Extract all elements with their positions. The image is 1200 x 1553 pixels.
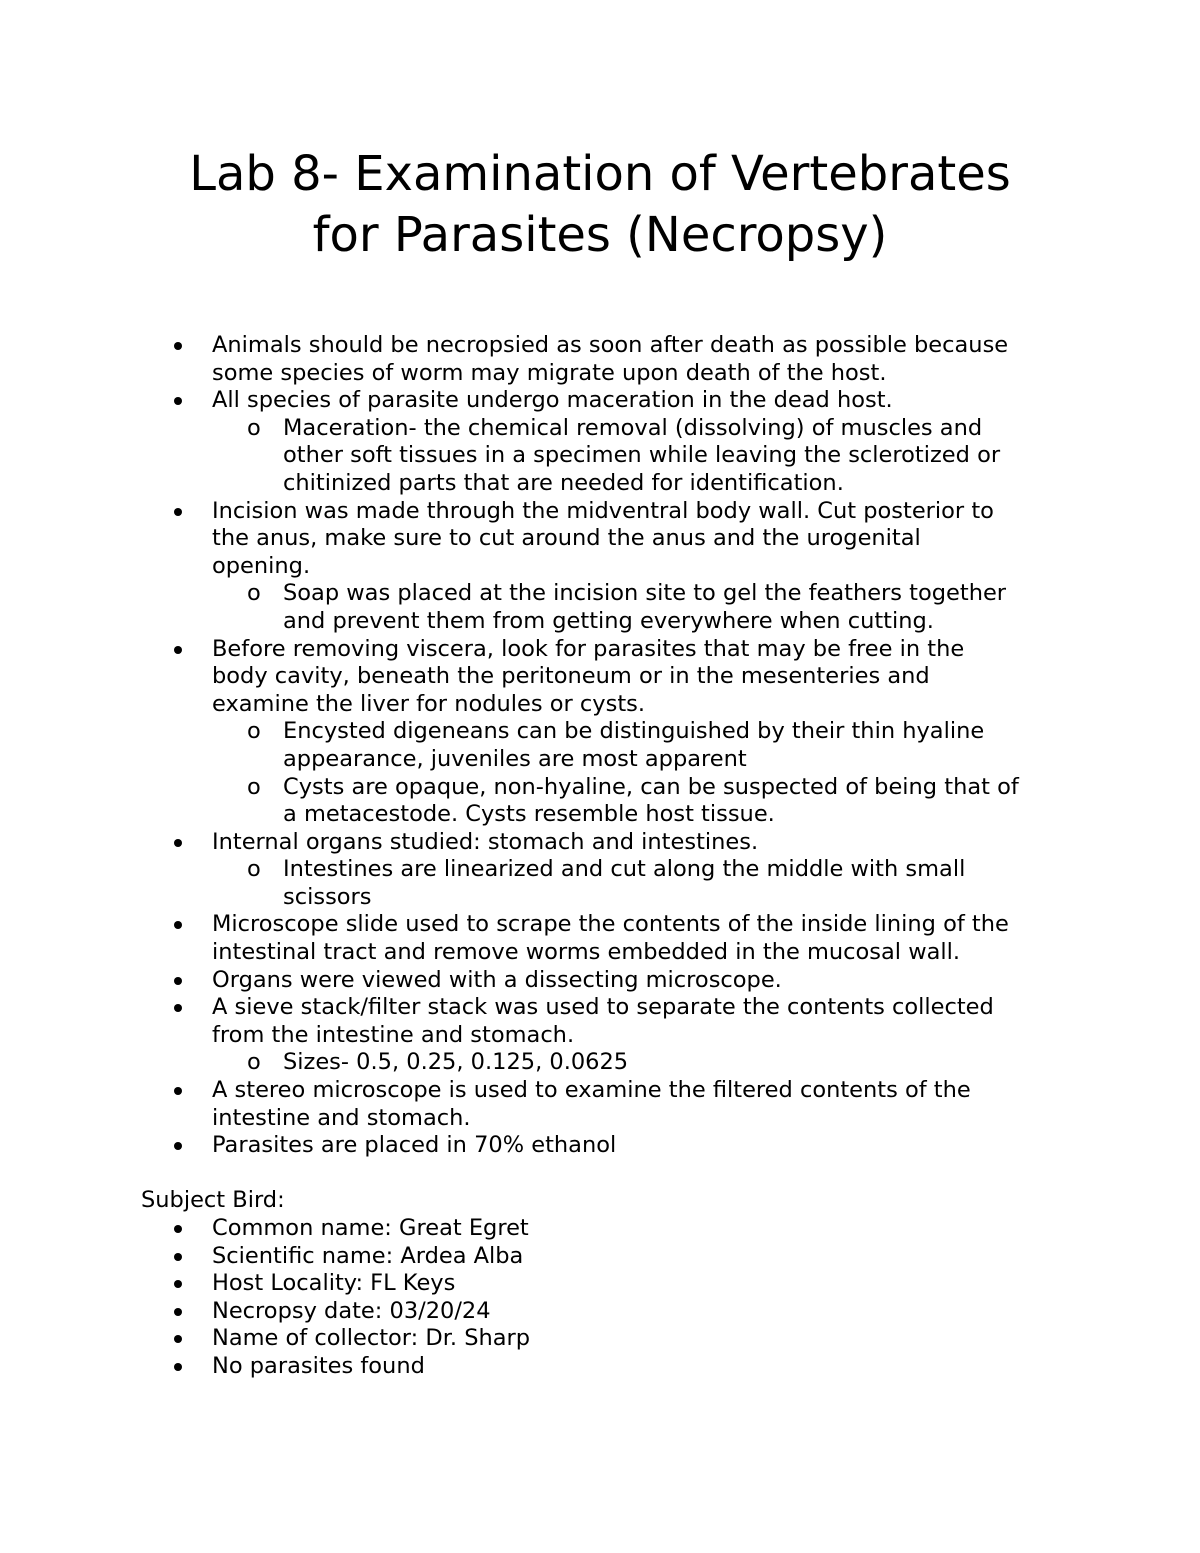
subject-bird-item bbox=[141, 1215, 1071, 1243]
bullet-text-line: scissors bbox=[283, 883, 372, 910]
bullet-text-line: chitinized parts that are needed for identification. bbox=[283, 469, 844, 496]
subject-bird-text: Name of collector: Dr. Sharp bbox=[212, 1325, 531, 1352]
bullet-text-line: o Sizes- 0.5, 0.25, 0.125, 0.0625 bbox=[283, 1049, 629, 1076]
bullet-item bbox=[141, 994, 1071, 1049]
bullet-text-line: and prevent them from getting everywhere when cutting. bbox=[283, 607, 934, 634]
bullet-item bbox=[141, 636, 1071, 719]
bullet-text-line: the anus, make sure to cut around the anus and the urogenital bbox=[212, 525, 921, 552]
sub-bullet-item bbox=[141, 856, 1071, 911]
bullet-text-line: Organs were viewed with a dissecting microscope. bbox=[212, 966, 782, 993]
subject-bird-label: Subject Bird: bbox=[141, 1187, 285, 1214]
subject-bird-text: No parasites found bbox=[212, 1352, 425, 1379]
subject-bird-item bbox=[141, 1353, 1071, 1381]
subject-bird-list bbox=[141, 1215, 1071, 1381]
subject-bird-text: Common name: Great Egret bbox=[212, 1215, 529, 1241]
subject-bird-text: Scientific name: Ardea Alba bbox=[212, 1242, 524, 1269]
title-line: Lab 8- Examination of Vertebrates bbox=[189, 146, 1011, 202]
bullet-text-line: Parasites are placed in 70% ethanol bbox=[212, 1132, 617, 1159]
bullet-text-line: Microscope slide used to scrape the contents of the inside lining of the bbox=[212, 911, 1009, 938]
procedure-list bbox=[141, 332, 1071, 1160]
subject-bird-text: Host Locality: FL Keys bbox=[212, 1270, 456, 1297]
sub-bullet-item bbox=[141, 774, 1071, 829]
sub-bullet-item bbox=[141, 1049, 1071, 1077]
bullet-item bbox=[141, 1132, 1071, 1160]
bullet-text-line: Internal organs studied: stomach and intestines. bbox=[212, 828, 759, 855]
subject-bird-item bbox=[141, 1270, 1071, 1298]
bullet-text-line: Animals should be necropsied as soon after death as possible because bbox=[212, 332, 1009, 358]
bullet-item bbox=[141, 387, 1071, 415]
bullet-text-line: other soft tissues in a specimen while leaving the sclerotized or bbox=[283, 442, 1001, 469]
subject-bird-item bbox=[141, 1243, 1071, 1271]
subject-bird-item bbox=[141, 1298, 1071, 1326]
bullet-text-line: All species of parasite undergo maceration in the dead host. bbox=[212, 387, 893, 414]
sub-bullet-item bbox=[141, 415, 1071, 498]
bullet-item bbox=[141, 967, 1071, 995]
bullet-text-line: a metacestode. Cysts resemble host tissue. bbox=[283, 801, 775, 828]
bullet-text-line: from the intestine and stomach. bbox=[212, 1021, 575, 1048]
bullet-item bbox=[141, 1077, 1071, 1132]
sub-bullet-item bbox=[141, 580, 1071, 635]
sub-bullet-item bbox=[141, 718, 1071, 773]
bullet-text-line: intestinal tract and remove worms embedded in the mucosal wall. bbox=[212, 939, 961, 966]
document-title bbox=[0, 144, 1200, 266]
bullet-text-line: appearance, juveniles are most apparent bbox=[283, 745, 747, 772]
document-body bbox=[141, 332, 1071, 1381]
bullet-text-line: o Cysts are opaque, non-hyaline, can be suspected of being that of bbox=[283, 773, 1019, 800]
bullet-text-line: Before removing viscera, look for parasites that may be free in the bbox=[212, 635, 965, 662]
bullet-text-line: o Soap was placed at the incision site to gel the feathers together bbox=[283, 580, 1007, 607]
bullet-text-line: examine the liver for nodules or cysts. bbox=[212, 690, 646, 717]
bullet-text-line: A sieve stack/filter stack was used to separate the contents collected bbox=[212, 994, 994, 1021]
bullet-text-line: Incision was made through the midventral body wall. Cut posterior to bbox=[212, 497, 994, 524]
bullet-text-line: o Maceration- the chemical removal (dissolving) of muscles and bbox=[283, 414, 983, 441]
bullet-text-line: opening. bbox=[212, 552, 311, 579]
bullet-item bbox=[141, 829, 1071, 857]
bullet-text-line: o Intestines are linearized and cut along the middle with small bbox=[283, 856, 966, 883]
title-line: for Parasites (Necropsy) bbox=[312, 207, 888, 263]
bullet-item bbox=[141, 332, 1071, 387]
subject-bird-text: Necropsy date: 03/20/24 bbox=[212, 1297, 491, 1324]
subject-bird-item bbox=[141, 1325, 1071, 1353]
bullet-item bbox=[141, 498, 1071, 581]
bullet-text-line: o Encysted digeneans can be distinguished by their thin hyaline bbox=[283, 718, 985, 745]
bullet-text-line: body cavity, beneath the peritoneum or in the mesenteries and bbox=[212, 663, 930, 690]
bullet-text-line: A stereo microscope is used to examine the filtered contents of the bbox=[212, 1077, 971, 1104]
bullet-text-line: intestine and stomach. bbox=[212, 1104, 471, 1131]
bullet-text-line: some species of worm may migrate upon death of the host. bbox=[212, 359, 887, 386]
bullet-item bbox=[141, 911, 1071, 966]
